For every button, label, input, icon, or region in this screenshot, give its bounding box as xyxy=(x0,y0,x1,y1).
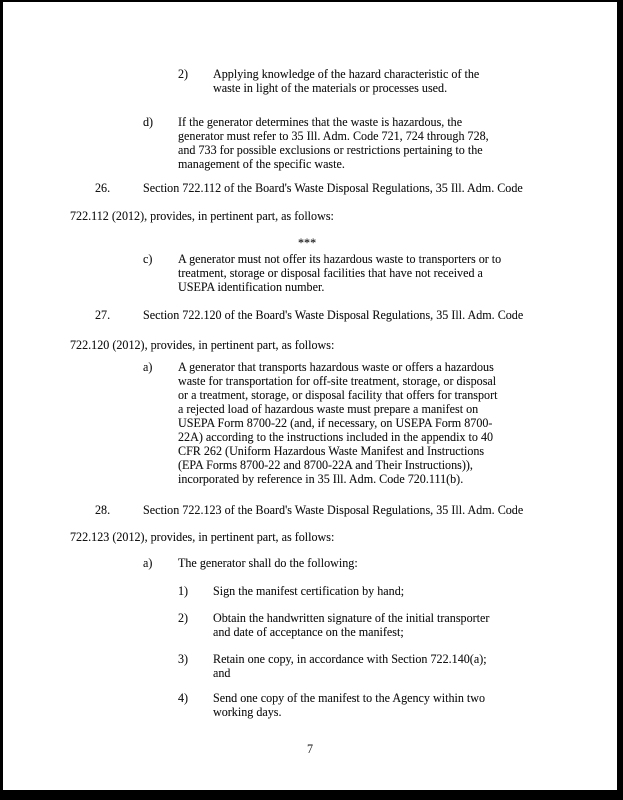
text-line: (EPA Forms 8700-22 and 8700-22A and Their Instructions)), xyxy=(178,458,473,472)
text-line: CFR 262 (Uniform Hazardous Waste Manifest and Instructions xyxy=(178,444,485,458)
text-line: or a treatment, storage, or disposal facility that offers for transport xyxy=(178,388,498,402)
text-line: and date of acceptance on the manifest; xyxy=(213,625,404,639)
text-line: Applying knowledge of the hazard characteristic of the xyxy=(213,67,480,81)
text-line: a rejected load of hazardous waste must prepare a manifest on xyxy=(178,402,479,416)
text-line: and xyxy=(213,666,231,680)
text-line: incorporated by reference in 35 Ill. Adm. Code 720.111(b). xyxy=(178,472,464,486)
list-marker: a) xyxy=(143,556,153,570)
text-line: Section 722.123 of the Board's Waste Disposal Regulations, 35 Ill. Adm. Code xyxy=(143,503,524,517)
list-marker: 1) xyxy=(178,584,189,598)
text-line: Section 722.120 of the Board's Waste Disposal Regulations, 35 Ill. Adm. Code xyxy=(143,308,524,322)
text-line: 22A) according to the instructions included in the appendix to 40 xyxy=(178,430,494,444)
text-line: Obtain the handwritten signature of the initial transporter xyxy=(213,611,490,625)
text-line: If the generator determines that the waste is hazardous, the xyxy=(178,115,463,129)
paragraph-number: 28. xyxy=(95,503,111,517)
text-line: A generator that transports hazardous waste or offers a hazardous xyxy=(178,360,494,374)
text-line: USEPA Form 8700-22 (and, if necessary, on USEPA Form 8700- xyxy=(178,416,493,430)
text-line: Section 722.112 of the Board's Waste Disposal Regulations, 35 Ill. Adm. Code xyxy=(143,181,523,195)
text-line: 722.123 (2012), provides, in pertinent part, as follows: xyxy=(70,530,335,544)
paragraph-number: 26. xyxy=(95,181,111,195)
list-marker: d) xyxy=(143,115,154,129)
text-line: Retain one copy, in accordance with Section 722.140(a); xyxy=(213,652,487,666)
text-line: working days. xyxy=(213,705,282,719)
list-marker: 3) xyxy=(178,652,189,666)
paragraph-number: 27. xyxy=(95,308,111,322)
text-line: generator must refer to 35 Ill. Adm. Code 721, 724 through 728, xyxy=(178,129,489,143)
text-line: and 733 for possible exclusions or restrictions pertaining to the xyxy=(178,143,483,157)
text-line: 722.112 (2012), provides, in pertinent part, as follows: xyxy=(70,209,334,223)
list-marker: 2) xyxy=(178,611,189,625)
text-line: treatment, storage or disposal facilities that have not received a xyxy=(178,266,483,280)
text-line: 722.120 (2012), provides, in pertinent part, as follows: xyxy=(70,338,335,352)
list-marker: a) xyxy=(143,360,153,374)
text-line: waste for transportation for off-site treatment, storage, or disposal xyxy=(178,374,497,388)
text-line: The generator shall do the following: xyxy=(178,556,358,570)
text-line: waste in light of the materials or processes used. xyxy=(213,81,448,95)
text-line: A generator must not offer its hazardous waste to transporters or to xyxy=(178,252,502,266)
list-marker: 2) xyxy=(178,67,189,81)
text-line: Sign the manifest certification by hand; xyxy=(213,584,405,598)
section-separator-asterisks: *** xyxy=(298,236,317,250)
page-number: 7 xyxy=(306,742,314,756)
list-marker: 4) xyxy=(178,691,189,705)
text-line: management of the specific waste. xyxy=(178,157,345,171)
list-marker: c) xyxy=(143,252,153,266)
text-line: USEPA identification number. xyxy=(178,280,325,294)
text-line: Send one copy of the manifest to the Agency within two xyxy=(213,691,486,705)
